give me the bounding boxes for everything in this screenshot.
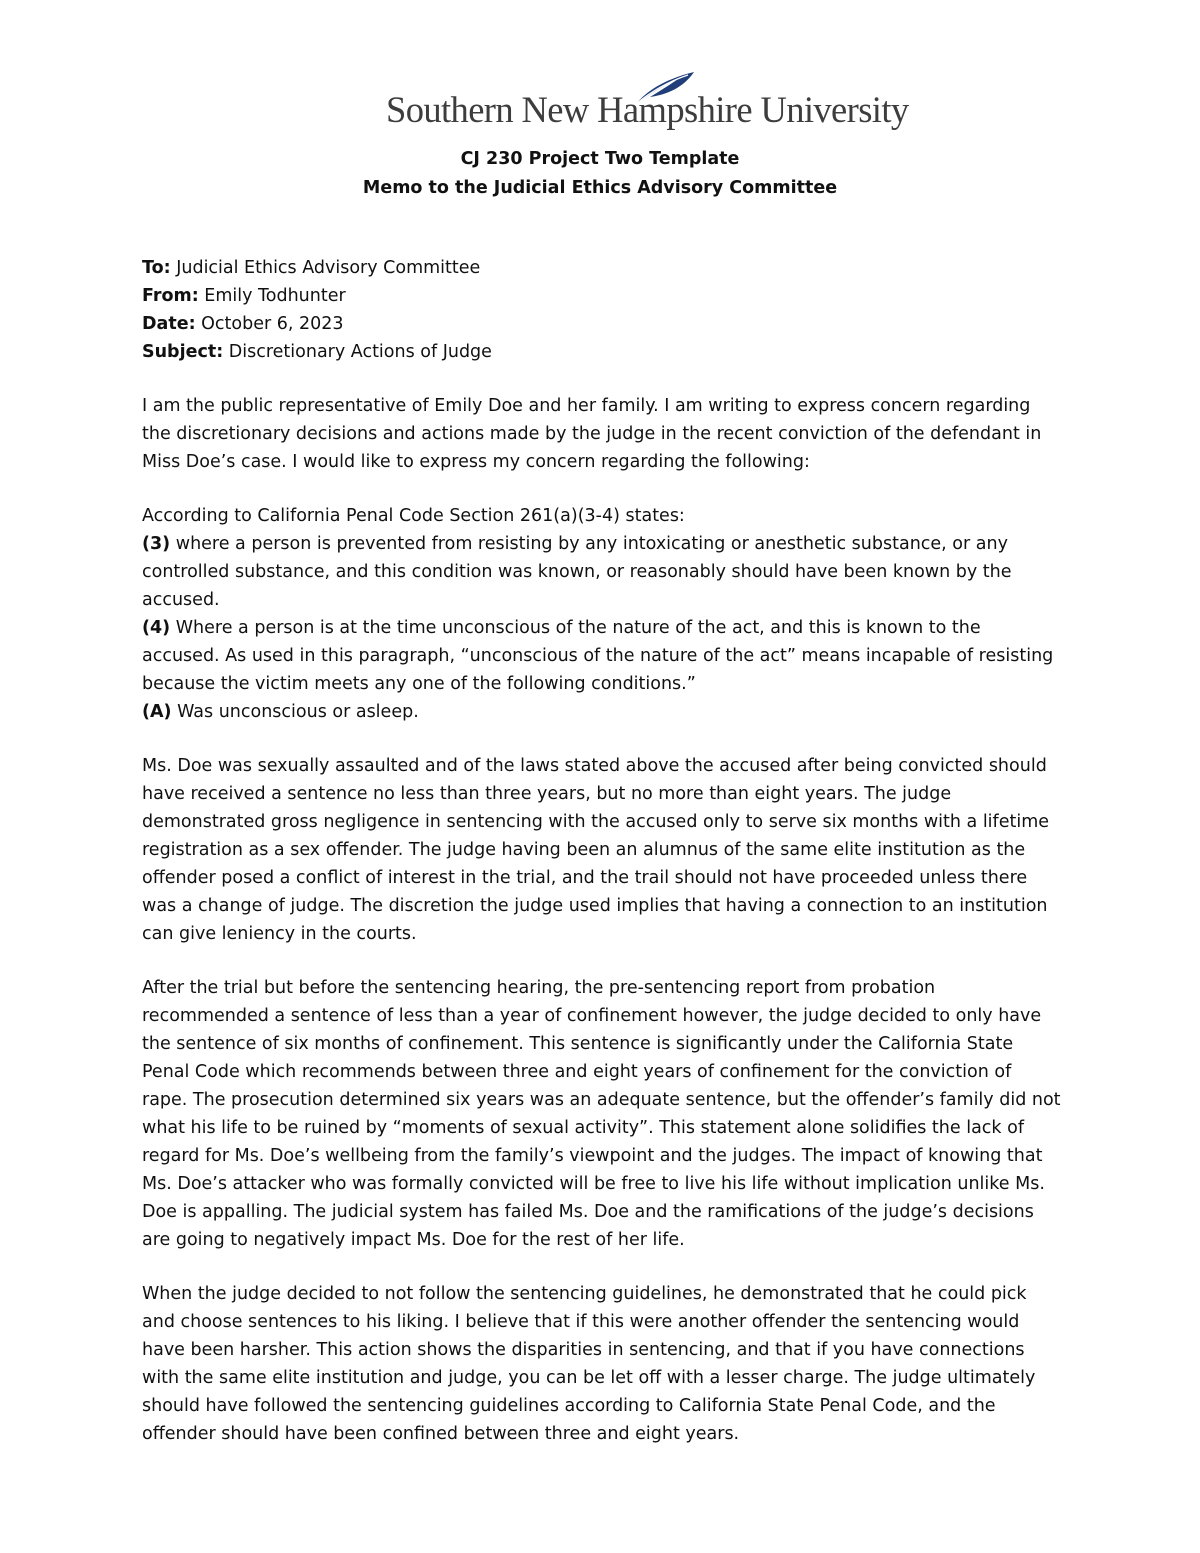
to-label: To:	[142, 258, 171, 278]
memo-from	[142, 282, 1062, 310]
memo-body	[142, 254, 1062, 1448]
date-label: Date:	[142, 314, 196, 334]
date-value: October 6, 2023	[195, 314, 344, 334]
document-title	[0, 145, 1200, 203]
subject-label: Subject:	[142, 342, 224, 362]
paragraph-2: Ms. Doe was sexually assaulted and of the laws stated above the accused after being convicted should have received a sentence no less than three years, but no more than eight years. The judge demonstrated gross negligence in sentencing with the accused only to serve six months with a lifetime registration as a sex offender. The judge having been an alumnus of the same elite institution as the offender posed a conflict of interest in the trial, and the trail should not have proceeded unless there was a change of judge. The discretion the judge used implies that having a connection to an institution can give leniency in the courts.	[142, 756, 1050, 944]
intro-paragraph: I am the public representative of Emily Doe and her family. I am writing to express concern regarding the discretionary decisions and actions made by the judge in the recent conviction of the defendant in Miss Doe’s case. I would like to express my concern regarding the following:	[142, 396, 1042, 472]
memo-subject	[142, 338, 1062, 366]
from-label: From:	[142, 286, 199, 306]
memo-date	[142, 310, 1062, 338]
from-value: Emily Todhunter	[198, 286, 346, 306]
logo-wordmark: Southern New Hampshire University	[386, 89, 909, 130]
item-a-label: (A)	[142, 702, 172, 722]
code-item-a	[142, 698, 1062, 726]
title-line-2: Memo to the Judicial Ethics Advisory Committee	[362, 178, 838, 198]
to-value: Judicial Ethics Advisory Committee	[170, 258, 481, 278]
item-3-label: (3)	[142, 534, 171, 554]
memo-to	[142, 254, 1062, 282]
title-line-1: CJ 230 Project Two Template	[460, 149, 740, 169]
code-item-4	[142, 614, 1062, 698]
paragraph-4: When the judge decided to not follow the sentencing guidelines, he demonstrated that he could pick and choose sentences to his liking. I believe that if this were another offender the sentencing would have been harsher. This action shows the disparities in sentencing, and that if you have connections with the same elite institution and judge, you can be let off with a lesser charge. The judge ultimately should have followed the sentencing guidelines according to California State Penal Code, and the offender should have been confined between three and eight years.	[142, 1284, 1036, 1444]
item-a-text: Was unconscious or asleep.	[171, 702, 419, 722]
memo-header	[142, 254, 1062, 366]
code-item-3	[142, 530, 1062, 614]
item-3-text: where a person is prevented from resisting by any intoxicating or anesthetic substance, or any controlled substance, and this condition was known, or reasonably should have been known by the accused.	[142, 534, 1012, 610]
item-4-text: Where a person is at the time unconscious of the nature of the act, and this is known to the accused. As used in this paragraph, “unconscious of the nature of the act” means incapable of resisting because the victim meets any one of the following conditions.”	[142, 618, 1054, 694]
university-logo	[386, 70, 909, 132]
paragraph-3: After the trial but before the sentencing hearing, the pre-sentencing report from probation recommended a sentence of less than a year of confinement however, the judge decided to only have the sentence of six months of confinement. This sentence is significantly under the California State Penal Code which recommends between three and eight years of confinement for the conviction of rape. The prosecution determined six years was an adequate sentence, but the offender’s family did not what his life to be ruined by “moments of sexual activity”. This statement alone solidifies the lack of regard for Ms. Doe’s wellbeing from the family’s viewpoint and the judges. The impact of knowing that Ms. Doe’s attacker who was formally convicted will be free to live his life without implication unlike Ms. Doe is appalling. The judicial system has failed Ms. Doe and the ramifications of the judge’s decisions are going to negatively impact Ms. Doe for the rest of her life.	[142, 978, 1061, 1250]
subject-value: Discretionary Actions of Judge	[223, 342, 492, 362]
code-intro: According to California Penal Code Section 261(a)(3-4) states:	[142, 506, 685, 526]
item-4-label: (4)	[142, 618, 171, 638]
